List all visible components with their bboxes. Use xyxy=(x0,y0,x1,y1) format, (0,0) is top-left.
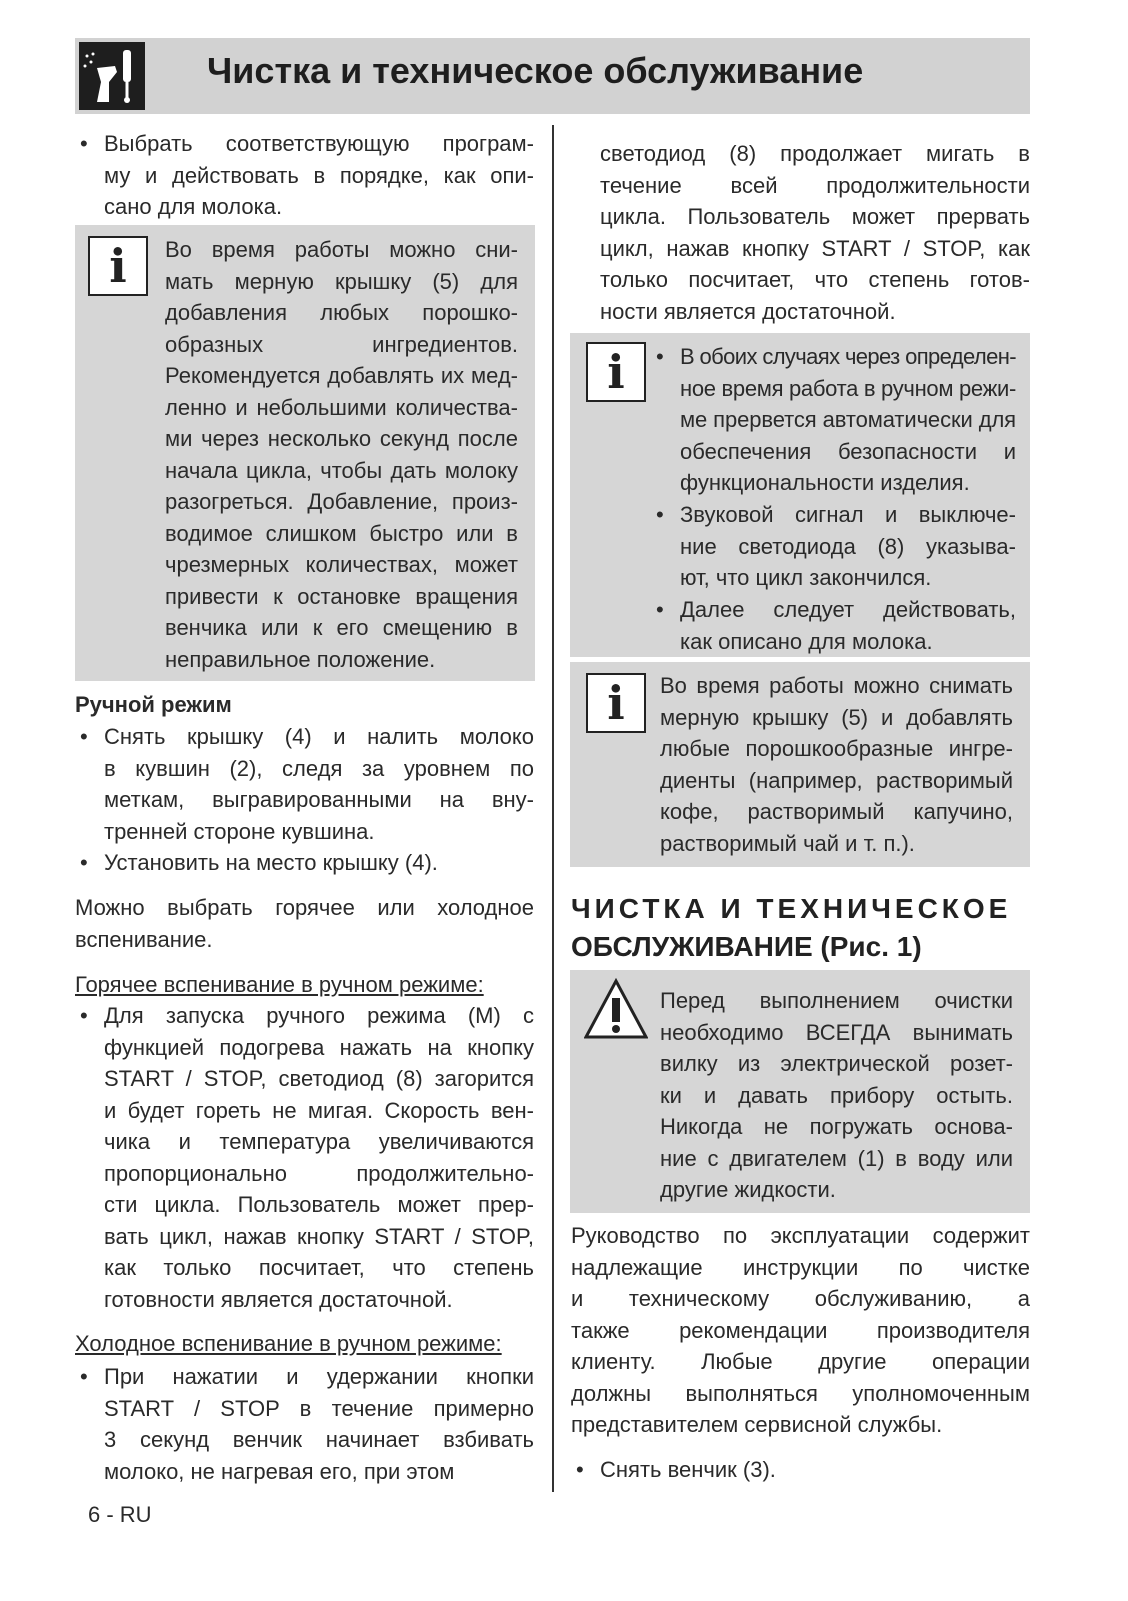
text-line: образных ингредиентов. xyxy=(165,331,518,357)
text-line: Никогда не погружать основа- xyxy=(660,1114,1013,1139)
text-line: клиенту. Любые другие операции xyxy=(571,1349,1030,1374)
cleaning-heading-line2: ОБСЛУЖИВАНИЕ (Рис. 1) xyxy=(571,931,922,962)
text-line: • Выбрать соответствующую програм- xyxy=(104,131,534,156)
text-line: кофе, растворимый капучино, xyxy=(660,799,1013,824)
text-line: и будет гореть не мигая. Скорость вен- xyxy=(104,1097,534,1123)
info-text-powder xyxy=(660,670,1013,859)
text-line: пропорционально продолжительно- xyxy=(104,1160,534,1186)
text-line: START / STOP, светодиод (8) загорится xyxy=(104,1066,534,1091)
paragraph-manual-instructions xyxy=(571,1220,1030,1441)
text-line: готовности является достаточной. xyxy=(104,1286,453,1312)
text-line: • Установить на место крышку (4). xyxy=(104,850,438,875)
text-line: вспенивание. xyxy=(75,926,213,952)
text-line: надлежащие инструкции по чистке xyxy=(571,1254,1030,1280)
text-line: представителем сервисной службы. xyxy=(571,1412,943,1437)
hot-frothing-heading: Горячее вспенивание в ручном режиме: xyxy=(75,972,484,997)
text-line: в кувшин (2), следя за уровнем по xyxy=(104,755,534,781)
cleaning-spray-brush-icon xyxy=(79,42,145,110)
text-line: ки и давать прибору остыть. xyxy=(660,1082,1013,1108)
text-line: ние светодиода (8) указыва- xyxy=(680,533,1016,559)
text-line: Перед выполнением очистки xyxy=(660,988,1013,1013)
info-icon: i xyxy=(586,673,646,733)
warning-icon xyxy=(584,978,648,1040)
text-line: течение всей продолжительности xyxy=(600,172,1030,198)
page-number: 6 - RU xyxy=(88,1502,152,1527)
text-line: светодиод (8) продолжает мигать в xyxy=(600,141,1030,166)
text-line: • Снять крышку (4) и налить молоко xyxy=(104,724,534,749)
text-line: сано для молока. xyxy=(104,194,283,219)
text-line: также рекомендации производителя xyxy=(571,1317,1030,1343)
bullet-cold-frothing xyxy=(104,1361,534,1487)
text-line: 3 секунд венчик начинает взбивать xyxy=(104,1427,534,1452)
info-text-ingredients xyxy=(165,234,518,675)
cleaning-heading-line1: ЧИСТКА И ТЕХНИЧЕСКОЕ xyxy=(571,893,1012,924)
text-line: ми через несколько секунд после xyxy=(165,426,518,451)
text-line: разогреться. Добавление, произ- xyxy=(165,489,518,514)
bullet-pour-milk xyxy=(104,721,534,847)
text-line: Рекомендуется добавлять их мед- xyxy=(165,363,518,388)
text-line: • При нажатии и удержании кнопки xyxy=(104,1364,534,1389)
text-line: как только посчитает, что степень xyxy=(104,1255,534,1280)
text-line: цикл, нажав кнопку START / STOP, как xyxy=(600,235,1030,261)
text-line: неправильное положение. xyxy=(165,646,436,672)
text-line: • Звуковой сигнал и выключе- xyxy=(680,502,1016,527)
text-line: функцией подогрева нажать на кнопку xyxy=(104,1034,534,1060)
text-line: ют, что цикл закончился. xyxy=(680,565,932,590)
cold-frothing-heading: Холодное вспенивание в ручном режиме: xyxy=(75,1331,502,1356)
text-line: ности является достаточной. xyxy=(600,298,896,324)
text-line: Во время работы можно сни- xyxy=(165,237,518,262)
text-line: чика и температура увеличиваются xyxy=(104,1129,534,1154)
text-line: ние с двигателем (1) в воду или xyxy=(660,1145,1013,1171)
bullet-hot-frothing xyxy=(104,1000,534,1315)
text-line: необходимо ВСЕГДА вынимать xyxy=(660,1019,1013,1045)
text-line: чрезмерных количествах, может xyxy=(165,552,518,577)
text-line: венчика или к его смещению в xyxy=(165,615,518,640)
info-bullet-signal xyxy=(680,499,1016,594)
text-line: • В обоих случаях через определен- xyxy=(680,344,1016,369)
text-line: • Далее следует действовать, xyxy=(680,597,1016,622)
text-line: цикла. Пользователь может прервать xyxy=(600,204,1030,229)
info-bullet-continue xyxy=(680,594,1016,657)
text-line: Руководство по эксплуатации содержит xyxy=(571,1223,1030,1248)
text-line: мать мерную крышку (5) для xyxy=(165,268,518,294)
text-line: диенты (например, растворимый xyxy=(660,767,1013,793)
text-line: растворимый чай и т. п.). xyxy=(660,830,915,856)
text-line: START / STOP в течение примерно xyxy=(104,1395,534,1421)
text-line: Можно выбрать горячее или холодное xyxy=(75,895,534,920)
text-line: тренней стороне кувшина. xyxy=(104,818,375,844)
text-line: • Для запуска ручного режима (M) с xyxy=(104,1003,534,1028)
text-line: и техническому обслуживанию, а xyxy=(571,1286,1030,1311)
bullet-remove-whisk xyxy=(600,1454,1030,1486)
text-line: обеспечения безопасности и xyxy=(680,438,1016,464)
paragraph-frothing-choice xyxy=(75,892,534,955)
text-line: ленно и небольшими количества- xyxy=(165,394,518,420)
text-line: сти цикла. Пользователь может прер- xyxy=(104,1192,534,1217)
text-line: Во время работы можно снимать xyxy=(660,673,1013,698)
text-line: вать цикл, нажав кнопку START / STOP, xyxy=(104,1223,534,1249)
text-line: только посчитает, что степень готов- xyxy=(600,267,1030,292)
manual-mode-heading: Ручной режим xyxy=(75,692,232,717)
text-line: • Снять венчик (3). xyxy=(600,1457,776,1482)
info-icon: i xyxy=(88,236,148,296)
page-title: Чистка и техническое обслуживание xyxy=(207,50,864,91)
text-line: добавления любых порошко- xyxy=(165,300,518,325)
text-line: должны выполняться уполномоченным xyxy=(571,1380,1030,1406)
text-line: водимое слишком быстро или в xyxy=(165,520,518,546)
text-line: ное время работа в ручном режи- xyxy=(680,375,1017,401)
text-line: привести к остановке вращения xyxy=(165,583,518,609)
column-divider xyxy=(552,125,554,1492)
text-line: молоко, не нагревая его, при этом xyxy=(104,1458,455,1484)
info-icon: i xyxy=(586,342,646,402)
bullet-replace-lid xyxy=(104,847,534,879)
text-line: ме прервется автоматически для xyxy=(680,407,1016,432)
warning-text xyxy=(660,985,1013,1206)
text-line: меткам, выгравированными на вну- xyxy=(104,787,534,812)
text-line: другие жидкости. xyxy=(660,1177,836,1202)
text-line: му и действовать в порядке, как опи- xyxy=(104,162,534,188)
bullet-select-program xyxy=(104,128,534,223)
text-line: любые порошкообразные ингре- xyxy=(660,736,1013,761)
text-line: мерную крышку (5) и добавлять xyxy=(660,704,1013,730)
text-line: вилку из электрической розет- xyxy=(660,1051,1013,1076)
info-bullet-auto-stop xyxy=(680,341,1016,499)
text-line: функциональности изделия. xyxy=(680,470,970,495)
text-line: начала цикла, чтобы дать молоку xyxy=(165,457,518,483)
paragraph-led-blinking xyxy=(600,138,1030,327)
section-header xyxy=(75,38,1030,114)
text-line: как описано для молока. xyxy=(680,628,933,654)
